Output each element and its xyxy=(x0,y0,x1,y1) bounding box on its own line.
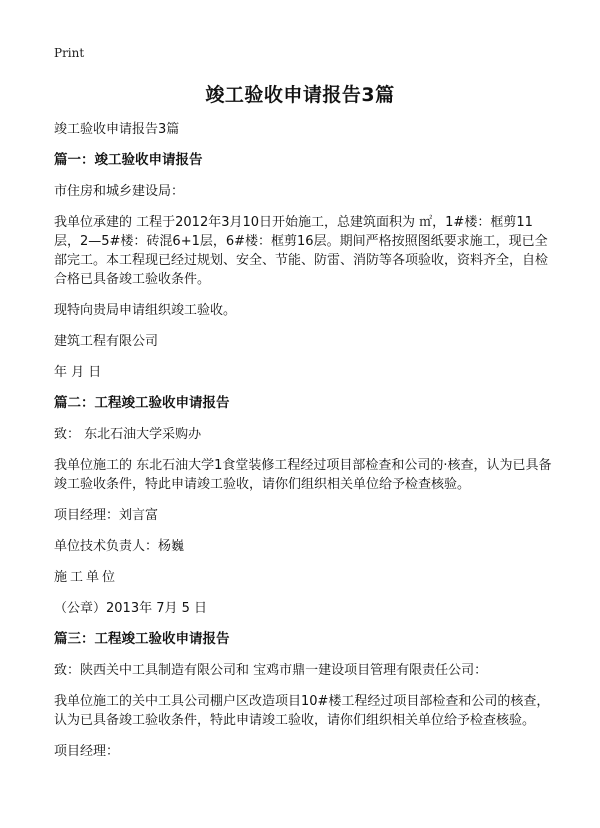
document-body xyxy=(54,120,554,773)
section-heading: 篇三：工程竣工验收申请报告 xyxy=(54,631,230,647)
addressee: 致： 东北石油大学采购办 xyxy=(54,427,202,442)
body-paragraph: 我单位施工的 东北石油大学1食堂装修工程经过项目部检查和公司的·核查，认为已具备竣工验收条件，特此申请竣工验收，请你们组织相关单位给予检查核验。 xyxy=(54,458,552,492)
project-manager: 项目经理： xyxy=(54,744,120,759)
document-subtitle: 竣工验收申请报告3篇 xyxy=(54,122,180,137)
section-3 xyxy=(54,630,554,761)
company-name: 建筑工程有限公司 xyxy=(54,334,159,349)
technical-lead: 单位技术负责人：杨巍 xyxy=(54,539,185,554)
body-paragraph: 我单位承建的 工程于2012年3月10日开始施工，总建筑面积为 ㎡，1#楼：框剪11层，2—5#楼：砖混6+1层，6#楼：框剪16层。期间严格按照图纸要求施工，现已全部完工。本工程现已经过规划、安全、节能、防雷、消防等各项验收，资料齐全，自检合格已具备竣工验收条件。 xyxy=(54,215,549,287)
addressee: 市住房和城乡建设局： xyxy=(54,184,185,199)
body-paragraph: 我单位施工的关中工具公司棚户区改造项目10#楼工程经过项目部检查和公司的核查，认为已具备竣工验收条件，特此申请竣工验收，请你们组织相关单位给予检查核验。 xyxy=(54,694,550,728)
section-heading: 篇二：工程竣工验收申请报告 xyxy=(54,395,230,411)
section-1 xyxy=(54,151,554,382)
date-line: 年 月 日 xyxy=(54,365,102,380)
section-2 xyxy=(54,394,554,618)
request-line: 现特向贵局申请组织竣工验收。 xyxy=(54,303,237,318)
addressee: 致：陕西关中工具制造有限公司和 宝鸡市鼎一建设项目管理有限责任公司： xyxy=(54,663,488,678)
document-title: 竣工验收申请报告3篇 xyxy=(205,84,395,106)
section-heading: 篇一：竣工验收申请报告 xyxy=(54,152,203,168)
project-manager: 项目经理：刘言富 xyxy=(54,508,159,523)
construction-unit: 施工单位 xyxy=(54,570,119,585)
print-label: Print xyxy=(54,46,85,60)
seal-date: （公章）2013年 7月 5 日 xyxy=(54,601,208,616)
